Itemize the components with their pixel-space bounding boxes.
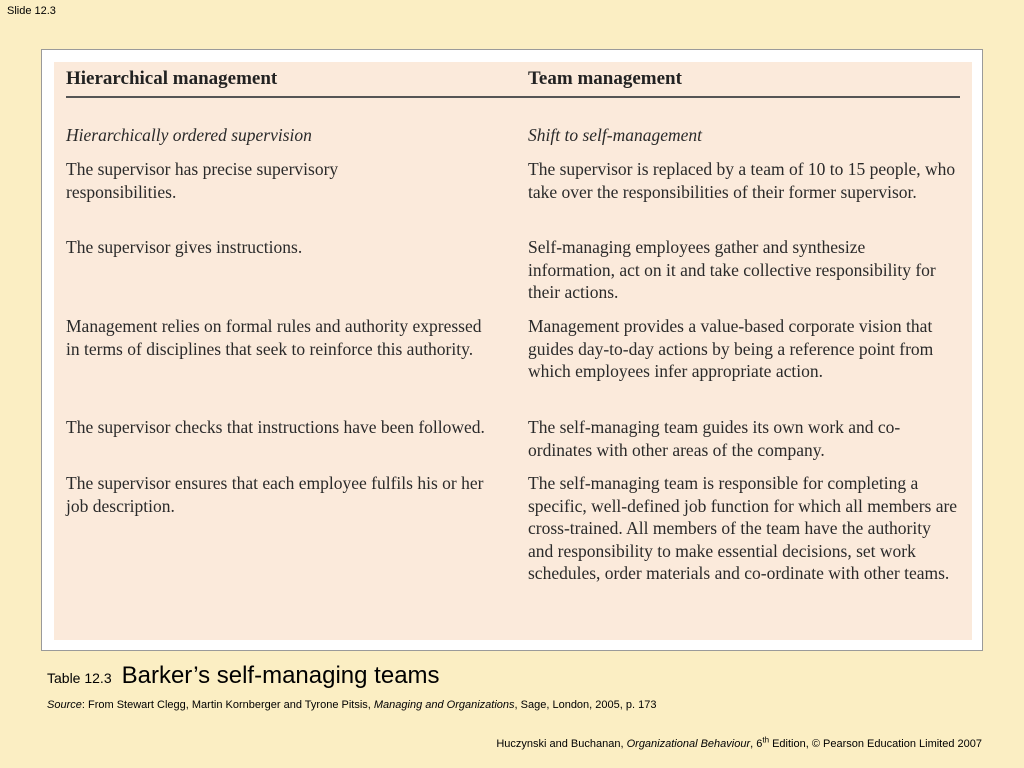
source-book: Managing and Organizations xyxy=(373,699,515,711)
row-1-right: The supervisor is replaced by a team of 10 to 15 people, who take over the responsibilities of their former supervisor. xyxy=(528,159,956,202)
footer-authors: Huczynski and Buchanan, xyxy=(496,738,627,750)
row-1-left: The supervisor has precise supervisory responsibilities. xyxy=(66,159,339,202)
source-text: : From Stewart Clegg, Martin Kornberger and Tyrone Pitsis, xyxy=(81,699,374,711)
row-5-right: The self-managing team is responsible for completing a specific, well-defined job function for which all members are cross-trained. All members of the team have the authority and responsibility to make essential decisions, set work schedules, order materials and co-ordinate with other teams. xyxy=(528,473,958,583)
row-2-right: Self-managing employees gather and synthesize information, act on it and take collective responsibility for their actions. xyxy=(528,237,936,302)
source-rest: , Sage, London, 2005, p. 173 xyxy=(514,699,657,711)
row-5-left: The supervisor ensures that each employee fulfils his or her job description. xyxy=(66,473,484,516)
row-3-right: Management provides a value-based corporate vision that guides day-to-day actions by being a reference point from which employees infer appropriate action. xyxy=(528,316,934,381)
slide-number: Slide 12.3 xyxy=(7,5,56,17)
table-caption xyxy=(47,662,440,690)
row-4-left: The supervisor checks that instructions have been followed. xyxy=(66,417,485,437)
row-2-left: The supervisor gives instructions. xyxy=(66,237,303,257)
footer-book: Organizational Behaviour xyxy=(626,738,751,750)
source-prefix: Source xyxy=(47,699,82,711)
row-0-right: Shift to self-management xyxy=(528,125,703,145)
header-divider xyxy=(66,96,960,98)
footer-edition-sup: th xyxy=(762,735,770,745)
caption-title: Barker’s self-managing teams xyxy=(121,662,440,689)
table-frame xyxy=(41,49,983,651)
header-hierarchical: Hierarchical management xyxy=(66,68,278,89)
row-3-left: Management relies on formal rules and authority expressed in terms of disciplines that seek to reinforce this authority. xyxy=(66,316,482,359)
header-team: Team management xyxy=(528,68,682,89)
row-4-right: The self-managing team guides its own work and co-ordinates with other areas of the company. xyxy=(528,417,901,460)
footer-citation xyxy=(496,735,982,750)
caption-label: Table 12.3 xyxy=(47,670,112,686)
footer-rest: Edition, © Pearson Education Limited 2007 xyxy=(769,738,982,750)
comparison-table xyxy=(54,62,972,640)
source-note xyxy=(47,699,656,711)
footer-edition-num: , 6 xyxy=(750,738,763,750)
row-0-left: Hierarchically ordered supervision xyxy=(66,125,312,145)
